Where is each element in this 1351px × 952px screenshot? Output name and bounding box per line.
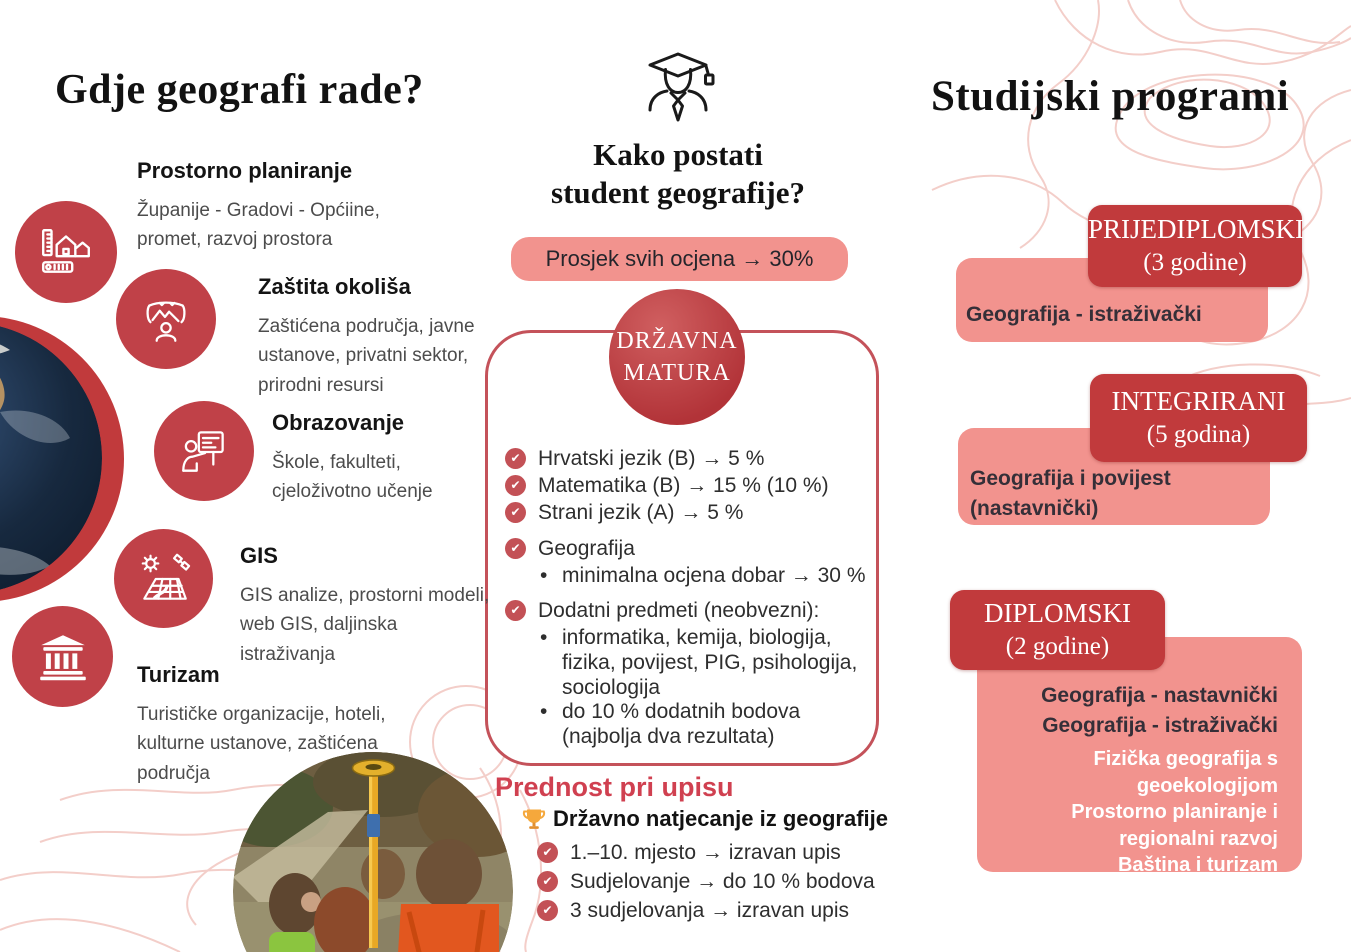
planning-icon-circle: [15, 201, 117, 303]
middle-title-line1: Kako postati: [593, 137, 763, 172]
museum-icon: [34, 628, 92, 686]
program-level: PRIJEDIPLOMSKI: [1088, 213, 1305, 244]
bullet-text: do 10 % dodatnih bodova (najbolja dva rezultata): [562, 700, 801, 748]
check-icon: ✔: [505, 538, 526, 559]
prednost-subtitle: Državno natjecanje iz geografije: [553, 806, 888, 831]
check-text: Matematika (B) → 15 % (10 %): [538, 474, 829, 497]
environment-icon-circle: [116, 269, 216, 369]
dodatni-bullet: [540, 700, 817, 750]
ruler-houses-icon: [37, 223, 95, 281]
matura-circle-badge: [609, 289, 745, 425]
bullet-dot: •: [540, 564, 548, 587]
average-grade-badge: Prosjek svih ocjena → 30%: [511, 237, 848, 281]
prednost-check-item: [537, 869, 875, 895]
middle-title-line2: student geografije?: [551, 175, 805, 210]
program3-level-box: [950, 590, 1165, 670]
prednost-check-item: [537, 840, 841, 866]
left-title: Gdje geografi rade?: [55, 67, 424, 113]
item-heading: GIS: [240, 543, 278, 568]
item-desc: Škole, fakulteti, cjeloživotno učenje: [272, 452, 433, 503]
item-desc: Turističke organizacije, hoteli, kulturne ustanove, zaštićena područja: [137, 704, 386, 784]
program-track: Geografija - istraživački: [1042, 714, 1278, 737]
program-track: Geografija i povijest: [970, 467, 1171, 490]
program2-level-box: [1090, 374, 1307, 462]
bullet-text: informatika, kemija, biologija, fizika, povijest, PIG, psihologija, sociologija: [562, 626, 858, 699]
program-track: Geografija - nastavnički: [1041, 684, 1278, 707]
check-text: 1.–10. mjesto → izravan upis: [570, 841, 841, 864]
graduate-icon: [636, 38, 720, 126]
item-desc: Županije - Gradovi - Općiine, promet, razvoj prostora: [137, 200, 380, 251]
prednost-subtitle-row: [522, 806, 888, 832]
bullet-dot: •: [540, 626, 548, 649]
program-level: DIPLOMSKI: [983, 597, 1131, 628]
education-icon-circle: [154, 401, 254, 501]
program3-track-box: [977, 637, 1302, 930]
program-duration: (3 godine): [1143, 248, 1247, 276]
check-icon: ✔: [537, 842, 558, 863]
check-icon: ✔: [505, 448, 526, 469]
check-icon: ✔: [505, 600, 526, 621]
program-track: Fizička geografija s geoekologijom: [1093, 748, 1278, 797]
environment-icon: [137, 290, 195, 348]
education-board-icon: [175, 422, 233, 480]
matura-line2: MATURA: [623, 360, 731, 386]
check-text: Dodatni predmeti (neobvezni):: [538, 599, 820, 622]
program-level: INTEGRIRANI: [1111, 385, 1286, 416]
item-heading: Turizam: [137, 662, 220, 687]
right-title: Studijski programi: [931, 73, 1290, 120]
program-track: Geografija - istraživački: [966, 302, 1202, 326]
tourism-icon-circle: [12, 606, 113, 707]
geografija-bullet: [540, 564, 866, 589]
item-heading: Prostorno planiranje: [137, 158, 353, 183]
matura-check-item: [505, 473, 829, 499]
item-desc: Zaštićena područja, javne ustanove, privatni sektor, prirodni resursi: [258, 316, 475, 396]
check-icon: ✔: [537, 900, 558, 921]
bullet-text: minimalna ocjena dobar → 30 %: [562, 564, 866, 587]
bullet-dot: •: [540, 700, 548, 723]
check-text: Hrvatski jezik (B) → 5 %: [538, 447, 765, 470]
prednost-title: Prednost pri upisu: [495, 772, 734, 802]
dodatni-bullet: [540, 626, 867, 700]
check-text: Geografija: [538, 537, 635, 560]
program-track: Geografski informacijski sustavu: [1044, 880, 1278, 930]
item-heading: Zaštita okoliša: [258, 274, 411, 299]
program-duration: (2 godine): [1005, 632, 1110, 660]
gis-icon-circle: [114, 529, 213, 628]
program1-level-box: [1088, 205, 1305, 287]
matura-check-item: [505, 500, 743, 526]
program-track: (nastavnički): [970, 497, 1099, 520]
check-text: Strani jezik (A) → 5 %: [538, 501, 744, 524]
check-icon: ✔: [505, 502, 526, 523]
trophy-icon: [522, 807, 546, 831]
program-track: Prostorno planiranje i regionalni razvoj: [1071, 801, 1278, 850]
item-desc: GIS analize, prostorni modeli, web GIS, daljinska istraživanja: [240, 585, 490, 665]
matura-check-item: [505, 446, 764, 472]
program-duration: (5 godina): [1146, 420, 1251, 448]
check-icon: ✔: [505, 475, 526, 496]
program-track: Baština i turizam: [1117, 854, 1278, 877]
check-text: Sudjelovanje → do 10 % bodova: [570, 870, 875, 893]
check-icon: ✔: [537, 871, 558, 892]
geografija-heading-row: [505, 536, 635, 562]
check-text: 3 sudjelovanja → izravan upis: [570, 899, 849, 922]
gis-map-icon: [135, 550, 193, 608]
item-heading: Obrazovanje: [272, 410, 405, 435]
matura-line1: DRŽAVNA: [616, 327, 738, 354]
dodatni-heading-row: [505, 598, 819, 624]
prednost-check-item: [537, 898, 849, 924]
